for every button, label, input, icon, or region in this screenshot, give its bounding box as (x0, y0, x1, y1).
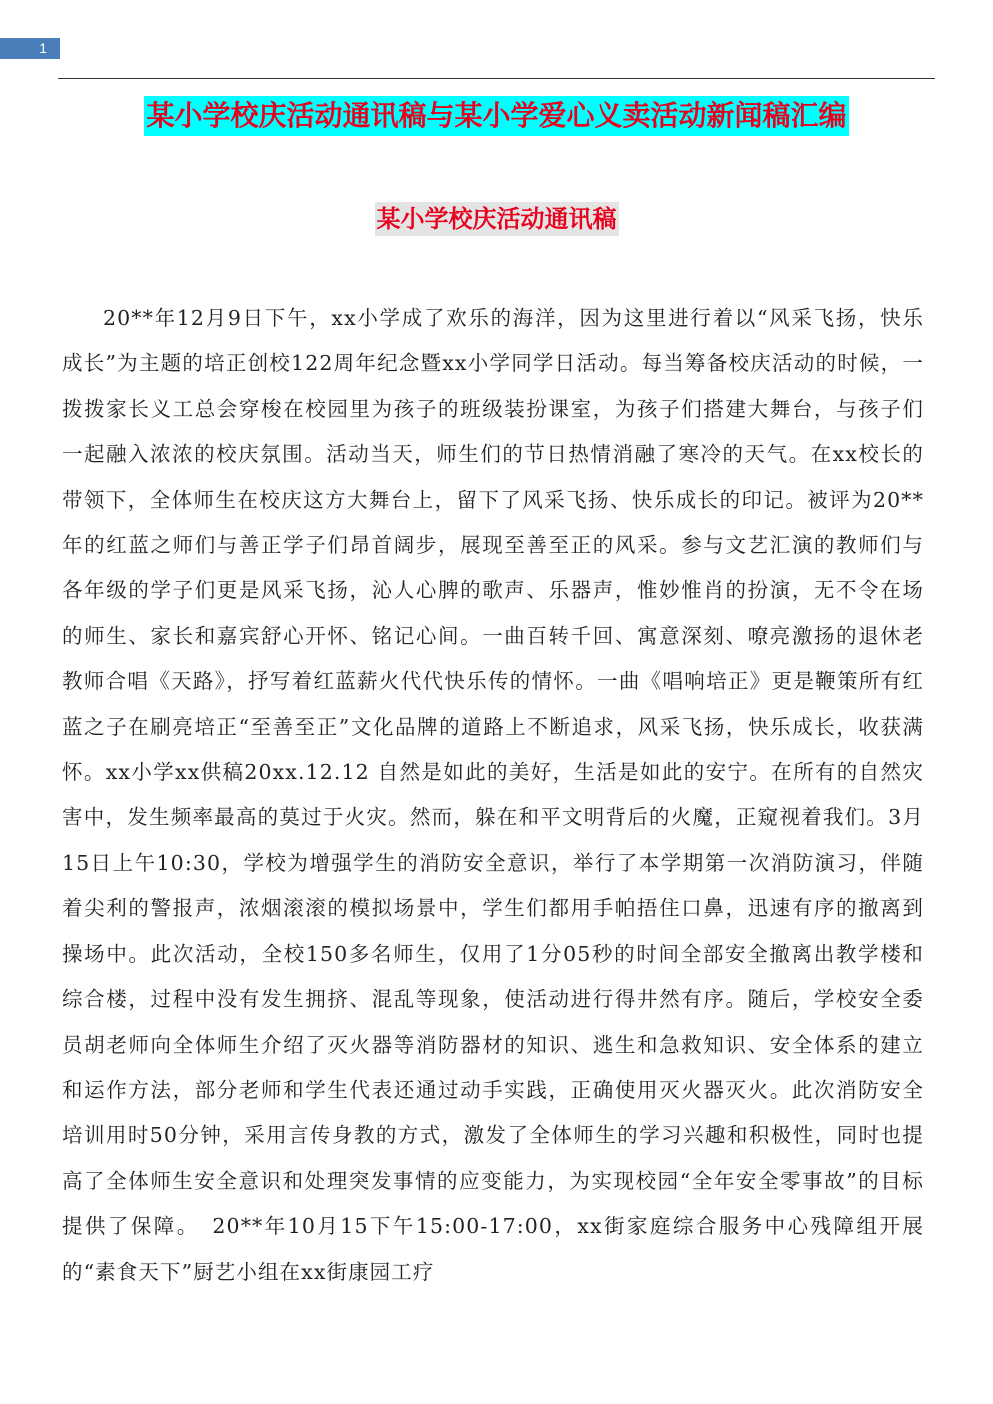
document-title: 某小学校庆活动通讯稿与某小学爱心义卖活动新闻稿汇编 (144, 96, 848, 136)
document-subtitle: 某小学校庆活动通讯稿 (375, 202, 619, 236)
subtitle-container (0, 202, 993, 236)
body-text (62, 296, 924, 1295)
title-container (0, 96, 993, 136)
page-number: 1 (39, 40, 47, 56)
page-number-badge (0, 38, 60, 59)
body-paragraph: 20**年12月9日下午，xx小学成了欢乐的海洋，因为这里进行着以“风采飞扬，快乐成长”为主题的培正创校122周年纪念暨xx小学同学日活动。每当筹备校庆活动的时候，一拨拨家长义工总会穿梭在校园里为孩子的班级装扮课室，为孩子们搭建大舞台，与孩子们一起融入浓浓的校庆氛围。活动当天，师生们的节日热情消融了寒冷的天气。在xx校长的带领下，全体师生在校庆这方大舞台上，留下了风采飞扬、快乐成长的印记。被评为20**年的红蓝之师们与善正学子们昂首阔步，展现至善至正的风采。参与文艺汇演的教师们与各年级的学子们更是风采飞扬，沁人心脾的歌声、乐器声，惟妙惟肖的扮演，无不令在场的师生、家长和嘉宾舒心开怀、铭记心间。一曲百转千回、寓意深刻、嘹亮激扬的退休老教师合唱《天路》，抒写着红蓝薪火代代快乐传的情怀。一曲《唱响培正》更是鞭策所有红蓝之子在刷亮培正“至善至正”文化品牌的道路上不断追求，风采飞扬，快乐成长，收获满怀。xx小学xx供稿20xx.12.12 自然是如此的美好，生活是如此的安宁。在所有的自然灾害中，发生频率最高的莫过于火灾。然而，躲在和平文明背后的火魔，正窥视着我们。3月15日上午10:30，学校为增强学生的消防安全意识，举行了本学期第一次消防演习，伴随着尖利的警报声，浓烟滚滚的模拟场景中，学生们都用手帕捂住口鼻，迅速有序的撤离到操场中。此次活动，全校150多名师生，仅用了1分05秒的时间全部安全撤离出教学楼和综合楼，过程中没有发生拥挤、混乱等现象，使活动进行得井然有序。随后，学校安全委员胡老师向全体师生介绍了灭火器等消防器材的知识、逃生和急救知识、安全体系的建立和运作方法，部分老师和学生代表还通过动手实践，正确使用灭火器灭火。此次消防安全培训用时50分钟，采用言传身教的方式，激发了全体师生的学习兴趣和积极性，同时也提高了全体师生安全意识和处理突发事情的应变能力，为实现校园“全年安全零事故”的目标提供了保障。 20**年10月15下午15:00-17:00，xx街家庭综合服务中心残障组开展的“素食天下”厨艺小组在xx街康园工疗 (62, 306, 924, 1284)
header-divider (58, 78, 935, 79)
